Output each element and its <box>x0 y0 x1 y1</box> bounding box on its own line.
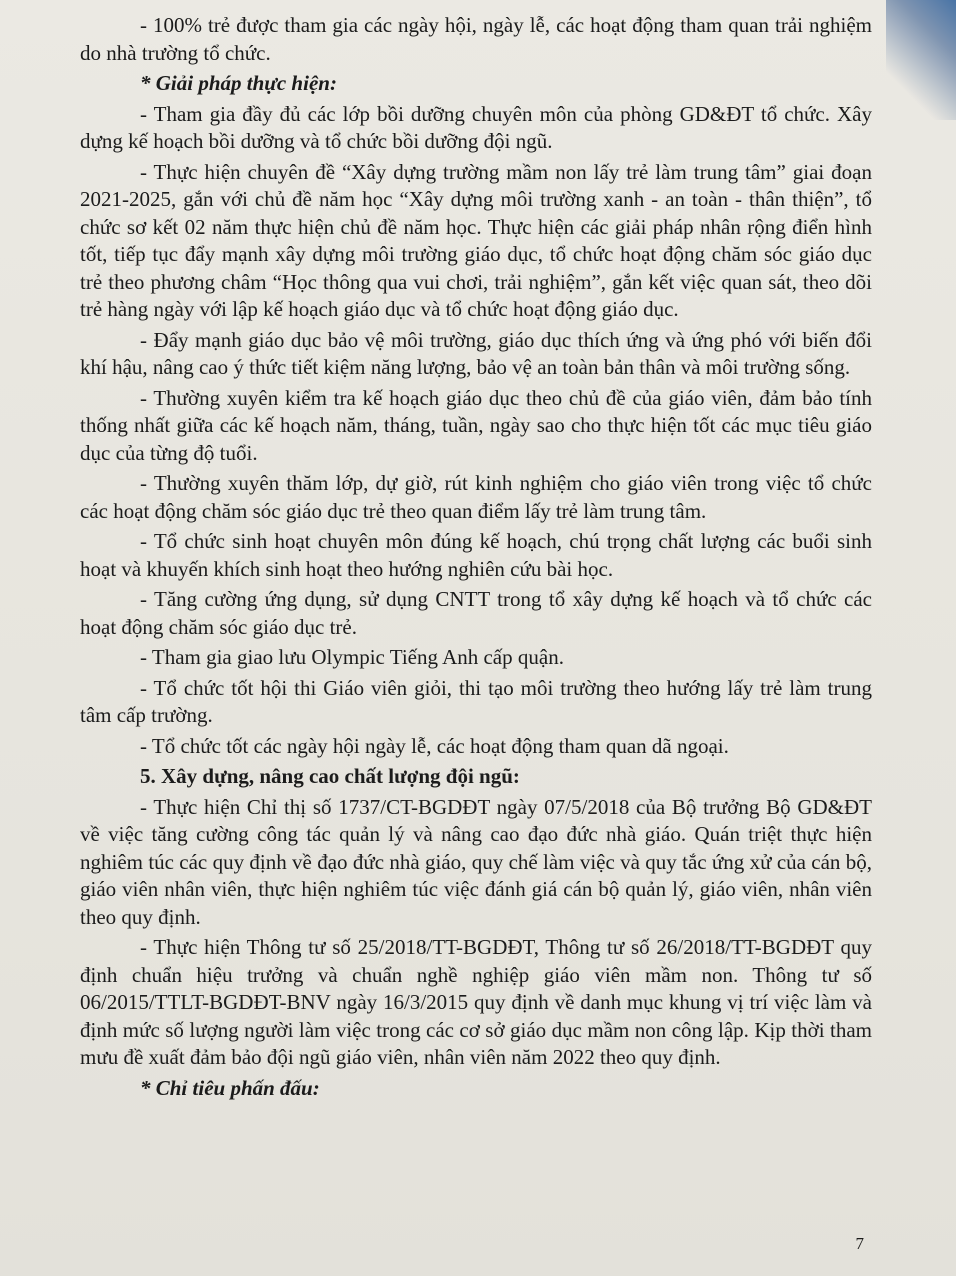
body-paragraph: - Thực hiện Chỉ thị số 1737/CT-BGDĐT ngày 07/5/2018 của Bộ trưởng Bộ GD&ĐT về việc tăng cường công tác quản lý và nâng cao đạo đức nhà giáo. Quán triệt thực hiện nghiêm túc các quy định về đạo đức nhà giáo, quy chế làm việc và quy tắc ứng xử của cán bộ, giáo viên nhân viên, thực hiện nghiêm túc việc đánh giá cán bộ quản lý, giáo viên, nhân viên theo quy định. <box>80 794 872 929</box>
page-number: 7 <box>855 1234 864 1253</box>
body-paragraph: - Tổ chức sinh hoạt chuyên môn đúng kế hoạch, chú trọng chất lượng các buổi sinh hoạt và khuyến khích sinh hoạt theo hướng nghiên cứu bài học. <box>80 529 872 581</box>
body-paragraph: - 100% trẻ được tham gia các ngày hội, ngày lễ, các hoạt động tham quan trải nghiệm do nhà trường tổ chức. <box>80 13 872 65</box>
body-paragraph: - Thực hiện Thông tư số 25/2018/TT-BGDĐT, Thông tư số 26/2018/TT-BGDĐT quy định chuẩn hiệu trưởng và chuẩn nghề nghiệp giáo viên mầm non. Thông tư số 06/2015/TTLT-BGDĐT-BNV ngày 16/3/2015 quy định về danh mục khung vị trí việc làm và định mức số lượng người làm việc trong các cơ sở giáo dục mầm non công lập. Kịp thời tham mưu đề xuất đảm bảo đội ngũ giáo viên, nhân viên năm 2022 theo quy định. <box>80 935 872 1069</box>
body-paragraph: - Đẩy mạnh giáo dục bảo vệ môi trường, giáo dục thích ứng và ứng phó với biến đổi khí hậu, nâng cao ý thức tiết kiệm năng lượng, bảo vệ an toàn bản thân và môi trường sống. <box>80 327 872 379</box>
body-paragraph: - Thường xuyên kiểm tra kế hoạch giáo dục theo chủ đề của giáo viên, đảm bảo tính thống nhất giữa các kế hoạch năm, tháng, tuần, ngày sao cho thực hiện tốt các mục tiêu giáo dục của từng độ tuổi. <box>80 385 872 465</box>
section-heading: 5. Xây dựng, nâng cao chất lượng đội ngũ: <box>140 764 520 788</box>
body-paragraph: - Thường xuyên thăm lớp, dự giờ, rút kinh nghiệm cho giáo viên trong việc tổ chức các hoạt động chăm sóc giáo dục trẻ theo quan điểm lấy trẻ làm trung tâm. <box>80 471 872 523</box>
section-subheading: * Giải pháp thực hiện: <box>140 71 337 95</box>
section-subheading: * Chỉ tiêu phấn đấu: <box>140 1075 320 1100</box>
body-paragraph: - Tổ chức tốt hội thi Giáo viên giỏi, thi tạo môi trường theo hướng lấy trẻ làm trung tâm cấp trường. <box>80 675 872 727</box>
body-paragraph: - Tăng cường ứng dụng, sử dụng CNTT trong tổ xây dựng kế hoạch và tổ chức các hoạt động chăm sóc giáo dục trẻ. <box>80 587 872 639</box>
body-paragraph: - Thực hiện chuyên đề “Xây dựng trường mầm non lấy trẻ làm trung tâm” giai đoạn 2021-2025, gắn với chủ đề năm học “Xây dựng môi trường xanh - an toàn - thân thiện”, tổ chức sơ kết 02 năm thực hiện chủ đề năm học. Thực hiện các giải pháp nhân rộng điển hình tốt, tiếp tục đẩy mạnh xây dựng môi trường giáo dục, tổ chức hoạt động chăm sóc giáo dục trẻ theo phương châm “Học thông qua vui chơi, trải nghiệm”, gắn kết việc quan sát, theo dõi trẻ hàng ngày với lập kế hoạch giáo dục và tổ chức hoạt động giáo dục. <box>80 159 872 321</box>
body-paragraph: - Tham gia giao lưu Olympic Tiếng Anh cấp quận. <box>140 645 564 669</box>
page-edge-shadow <box>886 0 956 120</box>
document-body <box>80 12 872 1105</box>
body-paragraph: - Tổ chức tốt các ngày hội ngày lễ, các hoạt động tham quan dã ngoại. <box>140 733 729 758</box>
body-paragraph: - Tham gia đầy đủ các lớp bồi dưỡng chuyên môn của phòng GD&ĐT tổ chức. Xây dựng kế hoạch bồi dưỡng và tổ chức bồi dưỡng đội ngũ. <box>80 101 872 153</box>
